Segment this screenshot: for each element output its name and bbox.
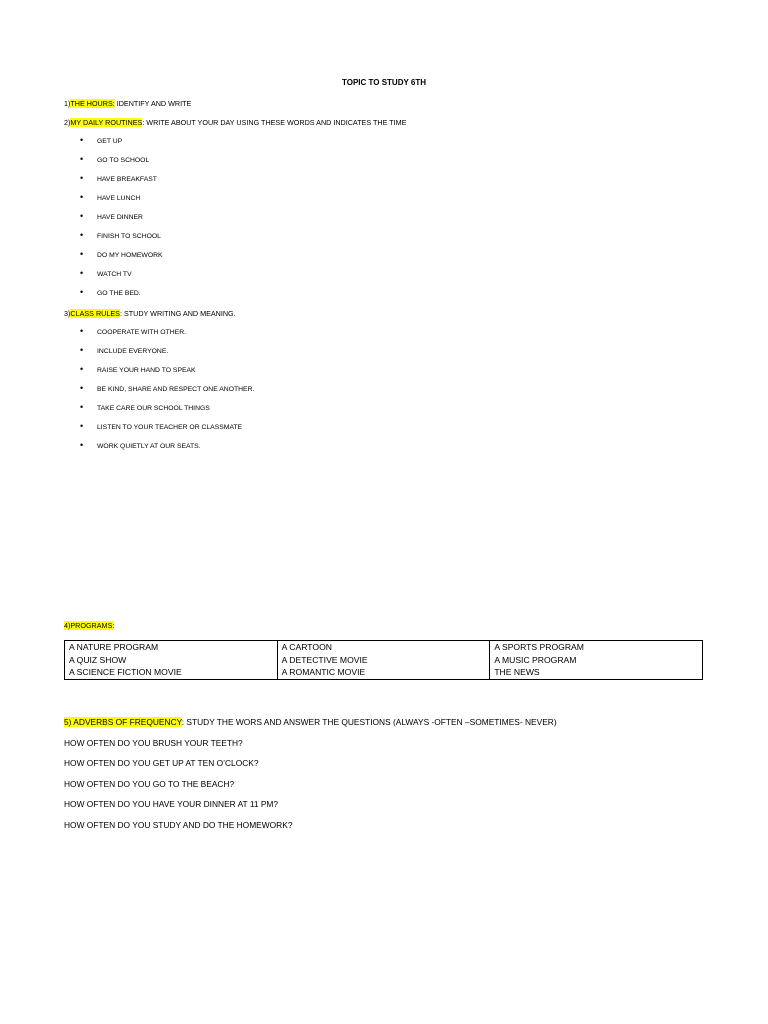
list-item-text: GO THE BED. (97, 290, 141, 297)
bullet-icon: • (80, 364, 84, 374)
list-item (80, 137, 122, 145)
section-5-text: : STUDY THE WORS AND ANSWER THE QUESTIONS (ALWAYS -OFTEN –SOMETIMES- NEVER) (181, 717, 557, 727)
list-item (80, 289, 141, 297)
program-name: A MUSIC PROGRAM (494, 654, 577, 665)
section-1-number: 1) (64, 99, 71, 108)
bullet-icon: • (80, 287, 84, 297)
list-item (80, 232, 161, 240)
program-name: A QUIZ SHOW (69, 654, 127, 665)
program-name: A NATURE PROGRAM (69, 642, 159, 652)
question-item: HOW OFTEN DO YOU BRUSH YOUR TEETH? (64, 738, 243, 748)
program-name: A DETECTIVE MOVIE (281, 654, 368, 665)
bullet-icon: • (80, 402, 84, 412)
bullet-icon: • (80, 345, 84, 355)
section-3-text: : STUDY WRITING AND MEANING. (119, 309, 236, 318)
section-3 (64, 309, 236, 318)
list-item (80, 328, 186, 336)
section-2-text: : WRITE ABOUT YOUR DAY USING THESE WORDS AND INDICATES THE TIME (142, 118, 407, 127)
bullet-icon: • (80, 211, 84, 221)
table-cell (277, 641, 490, 680)
list-item-text: WATCH TV (97, 271, 132, 278)
question-item: HOW OFTEN DO YOU GET UP AT TEN O’CLOCK? (64, 758, 259, 768)
list-item-text: GO TO SCHOOL (97, 157, 150, 164)
list-item-text: WORK QUIETLY AT OUR SEATS. (97, 443, 201, 450)
bullet-icon: • (80, 135, 84, 145)
section-1-heading: THE HOURS: (70, 99, 115, 108)
bullet-icon: • (80, 154, 84, 164)
section-4 (64, 621, 114, 630)
bullet-icon: • (80, 230, 84, 240)
bullet-icon: • (80, 173, 84, 183)
table-row (65, 641, 703, 680)
program-name: A CARTOON (281, 642, 332, 652)
list-item (80, 404, 210, 412)
bullet-icon: • (80, 383, 84, 393)
list-item (80, 347, 168, 355)
section-2 (64, 118, 406, 127)
page-title: TOPIC TO STUDY 6TH (341, 78, 426, 87)
programs-table (64, 640, 703, 680)
list-item-text: FINISH TO SCHOOL (97, 233, 161, 240)
list-item (80, 213, 143, 221)
list-item-text: HAVE LUNCH (97, 195, 141, 202)
list-item (80, 423, 242, 431)
list-item (80, 251, 163, 259)
bullet-icon: • (80, 249, 84, 259)
bullet-icon: • (80, 421, 84, 431)
section-2-number: 2) (64, 118, 71, 127)
list-item (80, 442, 201, 450)
section-5 (64, 717, 557, 727)
list-item (80, 175, 157, 183)
list-item-text: HAVE DINNER (97, 214, 143, 221)
list-item-text: DO MY HOMEWORK (97, 252, 163, 259)
question-item: HOW OFTEN DO YOU STUDY AND DO THE HOMEWORK? (64, 820, 293, 830)
list-item (80, 270, 132, 278)
list-item-text: GET UP (97, 138, 123, 145)
section-2-heading: MY DAILY ROUTINES (70, 118, 143, 127)
list-item-text: HAVE BREAKFAST (97, 176, 157, 183)
list-item (80, 156, 149, 164)
list-item (80, 366, 196, 374)
section-3-number: 3) (64, 309, 71, 318)
list-item-text: TAKE CARE OUR SCHOOL THINGS (97, 405, 210, 412)
section-5-heading: 5) ADVERBS OF FREQUENCY (64, 717, 182, 727)
bullet-icon: • (80, 192, 84, 202)
list-item-text: INCLUDE EVERYONE. (97, 348, 169, 355)
question-item: HOW OFTEN DO YOU HAVE YOUR DINNER AT 11 PM? (64, 799, 279, 809)
program-name: A SPORTS PROGRAM (494, 642, 584, 652)
bullet-icon: • (80, 268, 84, 278)
section-1-text: IDENTIFY AND WRITE (114, 99, 192, 108)
program-name: A ROMANTIC MOVIE (281, 667, 366, 677)
bullet-icon: • (80, 326, 84, 336)
list-item (80, 385, 254, 393)
section-3-heading: CLASS RULES (70, 309, 120, 318)
section-1 (64, 99, 191, 108)
list-item-text: BE KIND, SHARE AND RESPECT ONE ANOTHER. (97, 386, 255, 393)
section-4-heading: 4)PROGRAMS: (64, 621, 115, 630)
table-cell (490, 641, 703, 680)
bullet-icon: • (80, 440, 84, 450)
list-item (80, 194, 140, 202)
program-name: A SCIENCE FICTION MOVIE (69, 667, 182, 677)
list-item-text: COOPERATE WITH OTHER. (97, 329, 186, 336)
question-item: HOW OFTEN DO YOU GO TO THE BEACH? (64, 779, 235, 789)
list-item-text: LISTEN TO YOUR TEACHER OR CLASSMATE (97, 424, 243, 431)
list-item-text: RAISE YOUR HAND TO SPEAK (97, 367, 196, 374)
table-cell (65, 641, 278, 680)
program-name: THE NEWS (494, 667, 540, 677)
